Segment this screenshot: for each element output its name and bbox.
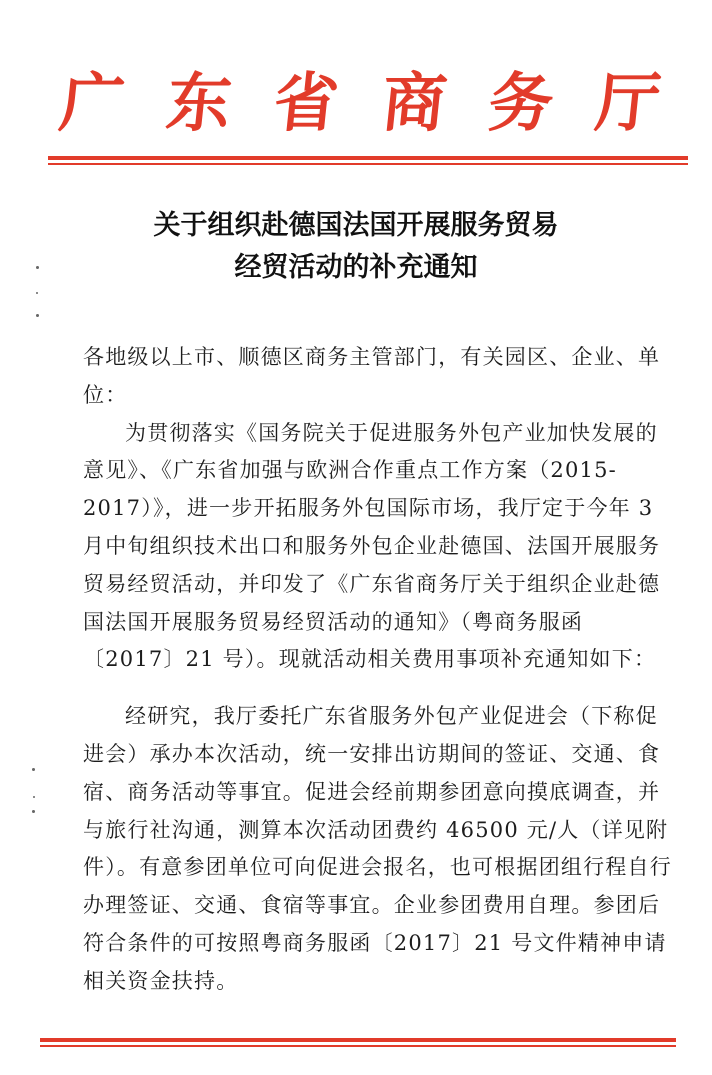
header-divider-thick [48, 156, 688, 160]
scan-speck [36, 266, 39, 269]
scan-speck [36, 292, 38, 294]
masthead-char: 厅 [592, 66, 664, 141]
paragraph-2: 经研究，我厅委托广东省服务外包产业促进会（下称促进会）承办本次活动，统一安排出访期间的签证、交通、食宿、商务活动等事宜。促进会经前期参团意向摸底调查，并与旅行社沟通，测算本次活动团费约 46500 元/人（详见附件）。有意参团单位可向促进会报名，也可根据团组行程自行办理签证、交通、食宿等事宜。企业参团费用自理。参团后符合条件的可按照粤商务服函〔2017〕21 号文件精神申请相关资金扶持。 [83, 704, 672, 993]
header-divider [48, 156, 688, 165]
masthead-char: 东 [163, 66, 236, 141]
footer-divider-thin [40, 1045, 676, 1047]
scan-speck [32, 768, 35, 771]
header-divider-thin [48, 163, 688, 165]
scan-speck [36, 314, 39, 317]
masthead-issuer [56, 62, 664, 146]
footer-divider-thick [40, 1038, 676, 1042]
masthead-char: 广 [56, 66, 128, 141]
scan-speck [33, 796, 35, 798]
salutation: 各地级以上市、顺德区商务主管部门，有关园区、企业、单位： [83, 345, 661, 407]
masthead-char: 省 [270, 66, 343, 141]
scan-speck [32, 810, 35, 813]
paragraph-1: 为贯彻落实《国务院关于促进服务外包产业加快发展的意见》、《广东省加强与欧洲合作重点工作方案（2015-2017）》，进一步开拓服务外包国际市场，我厅定于今年 3 月中旬组织技术出口和服务外包企业赴德国、法国开展服务贸易经贸活动，并印发了《广东省商务厅关于组织企业赴德国法国开展服务贸易经贸活动的通知》（粤商务服函〔2017〕21 号）。现就活动相关费用事项补充通知如下： [83, 420, 661, 672]
masthead-char: 商 [377, 66, 450, 141]
masthead-char: 务 [484, 66, 557, 141]
document-title-line2: 经贸活动的补充通知 [234, 252, 478, 283]
document-body [83, 339, 673, 1001]
footer-divider [40, 1038, 676, 1047]
document-title-line1: 关于组织赴德国法国开展服务贸易 [153, 210, 559, 241]
